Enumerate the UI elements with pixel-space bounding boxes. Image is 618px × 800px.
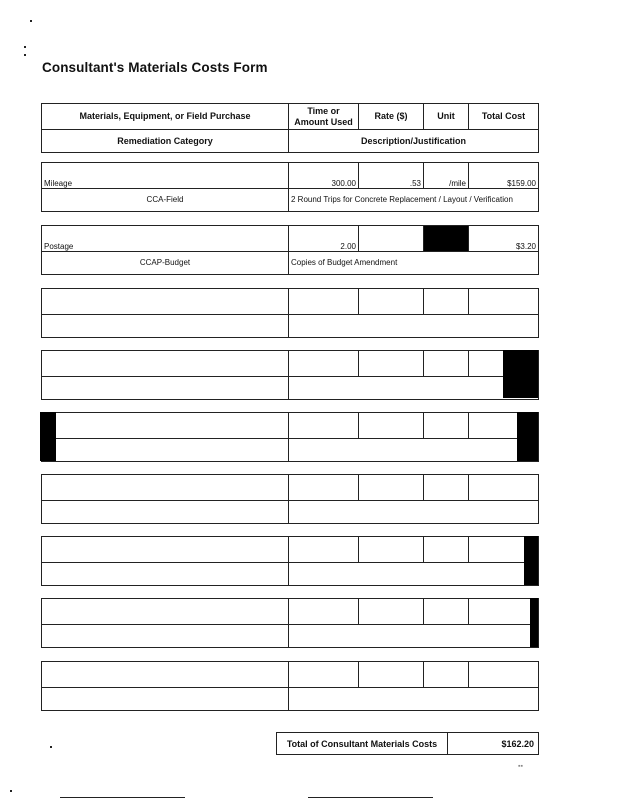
entry-rate: .53 xyxy=(359,163,424,189)
scan-speck xyxy=(50,746,52,748)
header-rate: Rate ($) xyxy=(359,104,424,130)
entry-total: $159.00 xyxy=(469,163,539,189)
entry-amount: 300.00 xyxy=(289,163,359,189)
header-item: Materials, Equipment, or Field Purchase xyxy=(42,104,289,130)
empty-entry-block xyxy=(41,412,539,462)
entry-unit: /mile xyxy=(424,163,469,189)
entry-block xyxy=(41,162,539,212)
entry-description: 2 Round Trips for Concrete Replacement / Layout / Verification xyxy=(289,189,539,212)
entry-amount: 2.00 xyxy=(289,226,359,252)
scan-speck xyxy=(24,46,26,48)
header-table xyxy=(41,103,539,153)
header-description: Description/Justification xyxy=(289,130,539,153)
header-total: Total Cost xyxy=(469,104,539,130)
scan-speck xyxy=(30,20,32,22)
empty-entry-block xyxy=(41,536,539,586)
empty-entry-block xyxy=(41,288,539,338)
empty-entry-block xyxy=(41,661,539,711)
header-category: Remediation Category xyxy=(42,130,289,153)
redaction-bar xyxy=(424,226,469,252)
signature-line xyxy=(60,797,185,798)
page-mark: ▪▪ xyxy=(518,763,523,770)
header-time: Time or Amount Used xyxy=(289,104,359,130)
total-label: Total of Consultant Materials Costs xyxy=(277,733,448,755)
total-value: $162.20 xyxy=(448,733,539,755)
redaction-bar xyxy=(40,412,56,461)
scan-speck xyxy=(24,54,26,56)
entry-item: Postage xyxy=(42,226,289,252)
scan-speck xyxy=(10,790,12,792)
entry-category: CCAP-Budget xyxy=(42,252,289,275)
entry-rate xyxy=(359,226,424,252)
empty-entry-block xyxy=(41,474,539,524)
entry-description: Copies of Budget Amendment xyxy=(289,252,539,275)
redaction-bar xyxy=(503,350,538,398)
redaction-bar xyxy=(524,536,538,585)
page-title: Consultant's Materials Costs Form xyxy=(42,60,268,75)
entry-item: Mileage xyxy=(42,163,289,189)
header-unit: Unit xyxy=(424,104,469,130)
empty-entry-block xyxy=(41,598,539,648)
entry-total: $3.20 xyxy=(469,226,539,252)
redaction-bar xyxy=(517,412,538,461)
redaction-bar xyxy=(530,598,538,647)
empty-entry-block xyxy=(41,350,539,400)
total-table xyxy=(276,732,539,755)
entry-block xyxy=(41,225,539,275)
signature-line xyxy=(308,797,433,798)
entry-category: CCA-Field xyxy=(42,189,289,212)
